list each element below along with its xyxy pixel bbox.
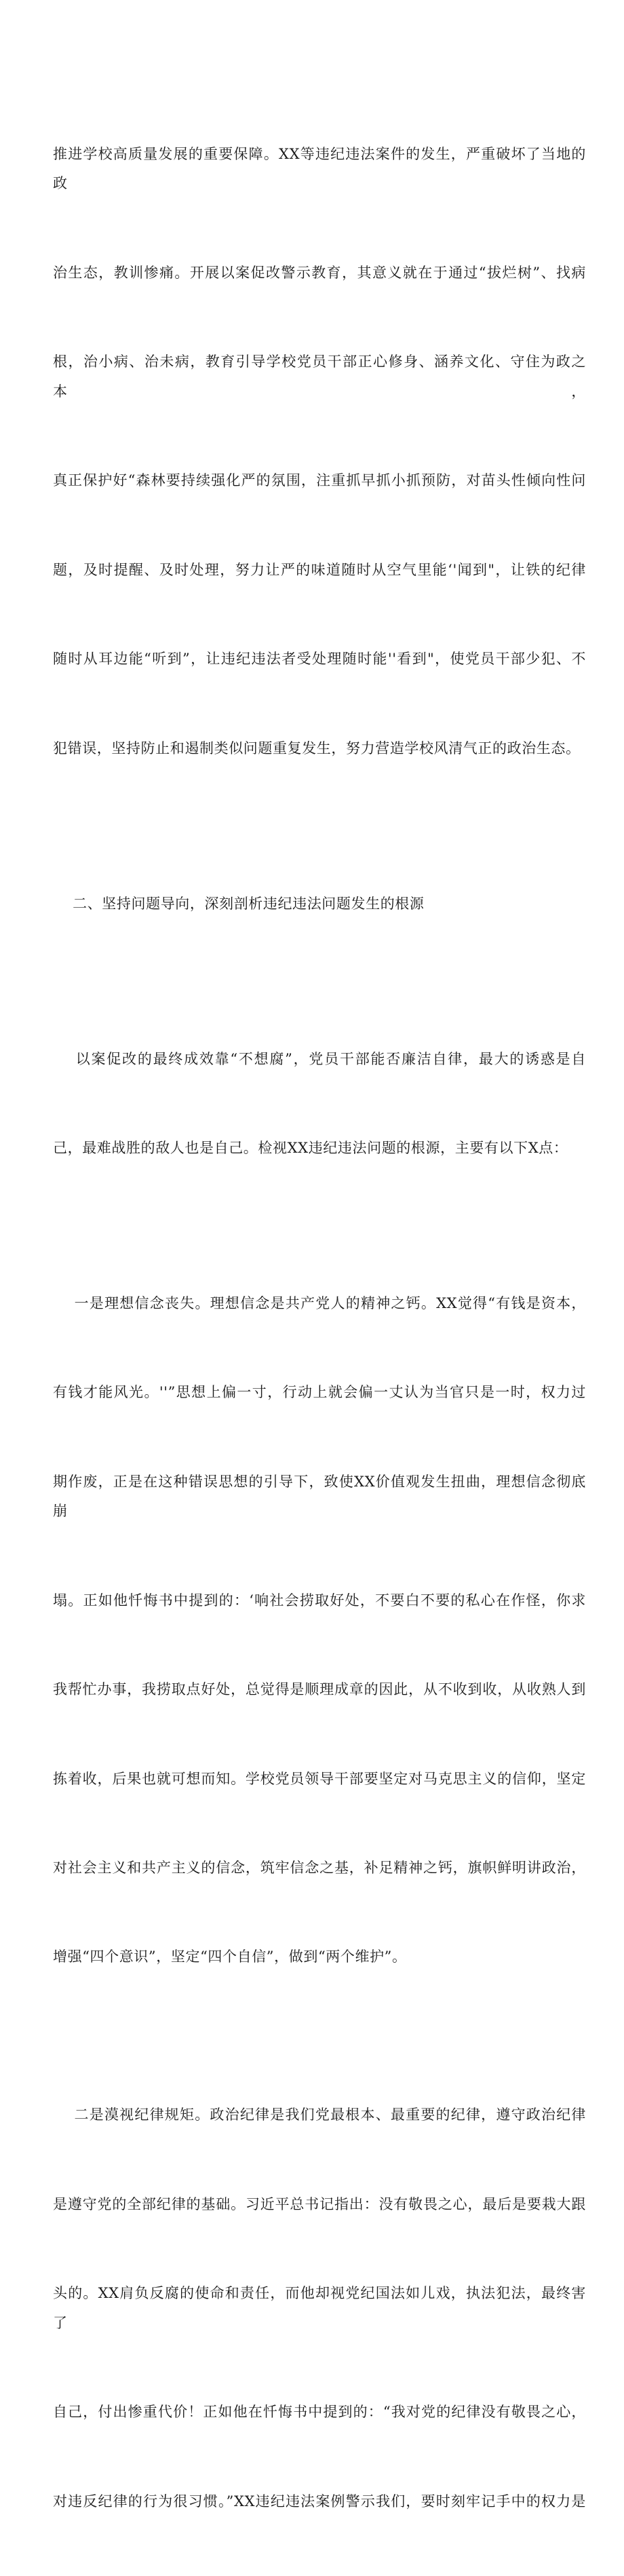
paragraph-root-cause-intro <box>53 985 586 1223</box>
text-line: 题，及时提醒、及时处理，努力让严的味道随时从空气里能‘'闻到"，让铁的纪律 <box>53 561 586 578</box>
text-line: 一是理想信念丧失。理想信念是共产党人的精神之钙。XX觉得“有钱是资本， <box>53 1294 586 1311</box>
text-line: 犯错误，坚持防止和遏制类似问题重复发生，努力营造学校风清气正的政治生态。 <box>53 739 581 756</box>
text-line: 推进学校高质量发展的重要保障。XX等违纪违法案件的发生，严重破坏了当地的政 <box>53 145 586 192</box>
text-line: 自己，付出惨重代价！正如他在忏悔书中提到的：“我对党的纪律没有敬畏之心， <box>53 2404 586 2421</box>
text-line: 以案促改的最终成效靠“不想腐”，党员干部能否廉洁自律，最大的诱惑是自 <box>53 1050 586 1067</box>
text-line: 二是漠视纪律规矩。政治纪律是我们党最根本、最重要的纪律，遵守政治纪律 <box>53 2107 586 2123</box>
heading-line: 二、坚持问题导向，深刻剖析违纪违法问题发生的根源 <box>53 895 425 912</box>
text-line: 根，治小病、治未病，教育引导学校党员干部正心修身、涵养文化、守住为政之本， <box>53 353 586 400</box>
text-line: 期作废，正是在这种错误思想的引导下，致使XX价值观发生扭曲，理想信念彻底崩 <box>53 1473 586 1520</box>
section-heading <box>53 830 586 978</box>
paragraph-political-ecology <box>53 80 586 823</box>
document-page <box>53 80 586 2576</box>
paragraph-ideals-lost <box>53 1229 586 2032</box>
text-line: 随时从耳边能“听到”，让违纪违法者受处理随时能''看到"，使党员干部少犯、不 <box>53 651 586 668</box>
text-line: 有钱才能风光。''”思想上偏一寸，行动上就会偏一丈认为当官只是一时，权力过 <box>53 1384 586 1401</box>
text-line: 对违反纪律的行为很习惯。”XX违纪违法案例警示我们，要时刻牢记手中的权力是 <box>53 2493 586 2510</box>
text-line: 真正保护好“森林要持续强化严的氛围，注重抓早抓小抓预防，对苗头性倾向性问 <box>53 472 586 489</box>
text-line: 治生态，教训惨痛。开展以案促改警示教育，其意义就在于通过“拔烂树”、找病 <box>53 264 586 281</box>
text-line: 头的。XX肩负反腐的使命和责任，而他却视党纪国法如儿戏，执法犯法，最终害了 <box>53 2285 586 2331</box>
paragraph-discipline-ignored <box>53 2041 586 2576</box>
text-line: 己，最难战胜的敌人也是自己。检视XX违纪违法问题的根源，主要有以下X点： <box>53 1139 568 1156</box>
text-line: 我帮忙办事，我捞取点好处，总觉得是顺理成章的因此，从不收到收，从收熟人到 <box>53 1681 586 1698</box>
text-line: 增强“四个意识”，坚定“四个自信”，做到“两个维护”。 <box>53 1948 407 1965</box>
text-line: 拣着收，后果也就可想而知。学校党员领导干部要坚定对马克思主义的信仰，坚定 <box>53 1770 586 1787</box>
text-line: 是遵守党的全部纪律的基础。习近平总书记指出：没有敬畏之心，最后是要栽大跟 <box>53 2195 586 2212</box>
text-line: 对社会主义和共产主义的信念，筑牢信念之基，补足精神之钙，旗帜鲜明讲政治， <box>53 1860 586 1877</box>
text-line: 塌。正如他忏悔书中提到的：‘响社会捞取好处，不要白不要的私心在作怪，你求 <box>53 1592 586 1609</box>
